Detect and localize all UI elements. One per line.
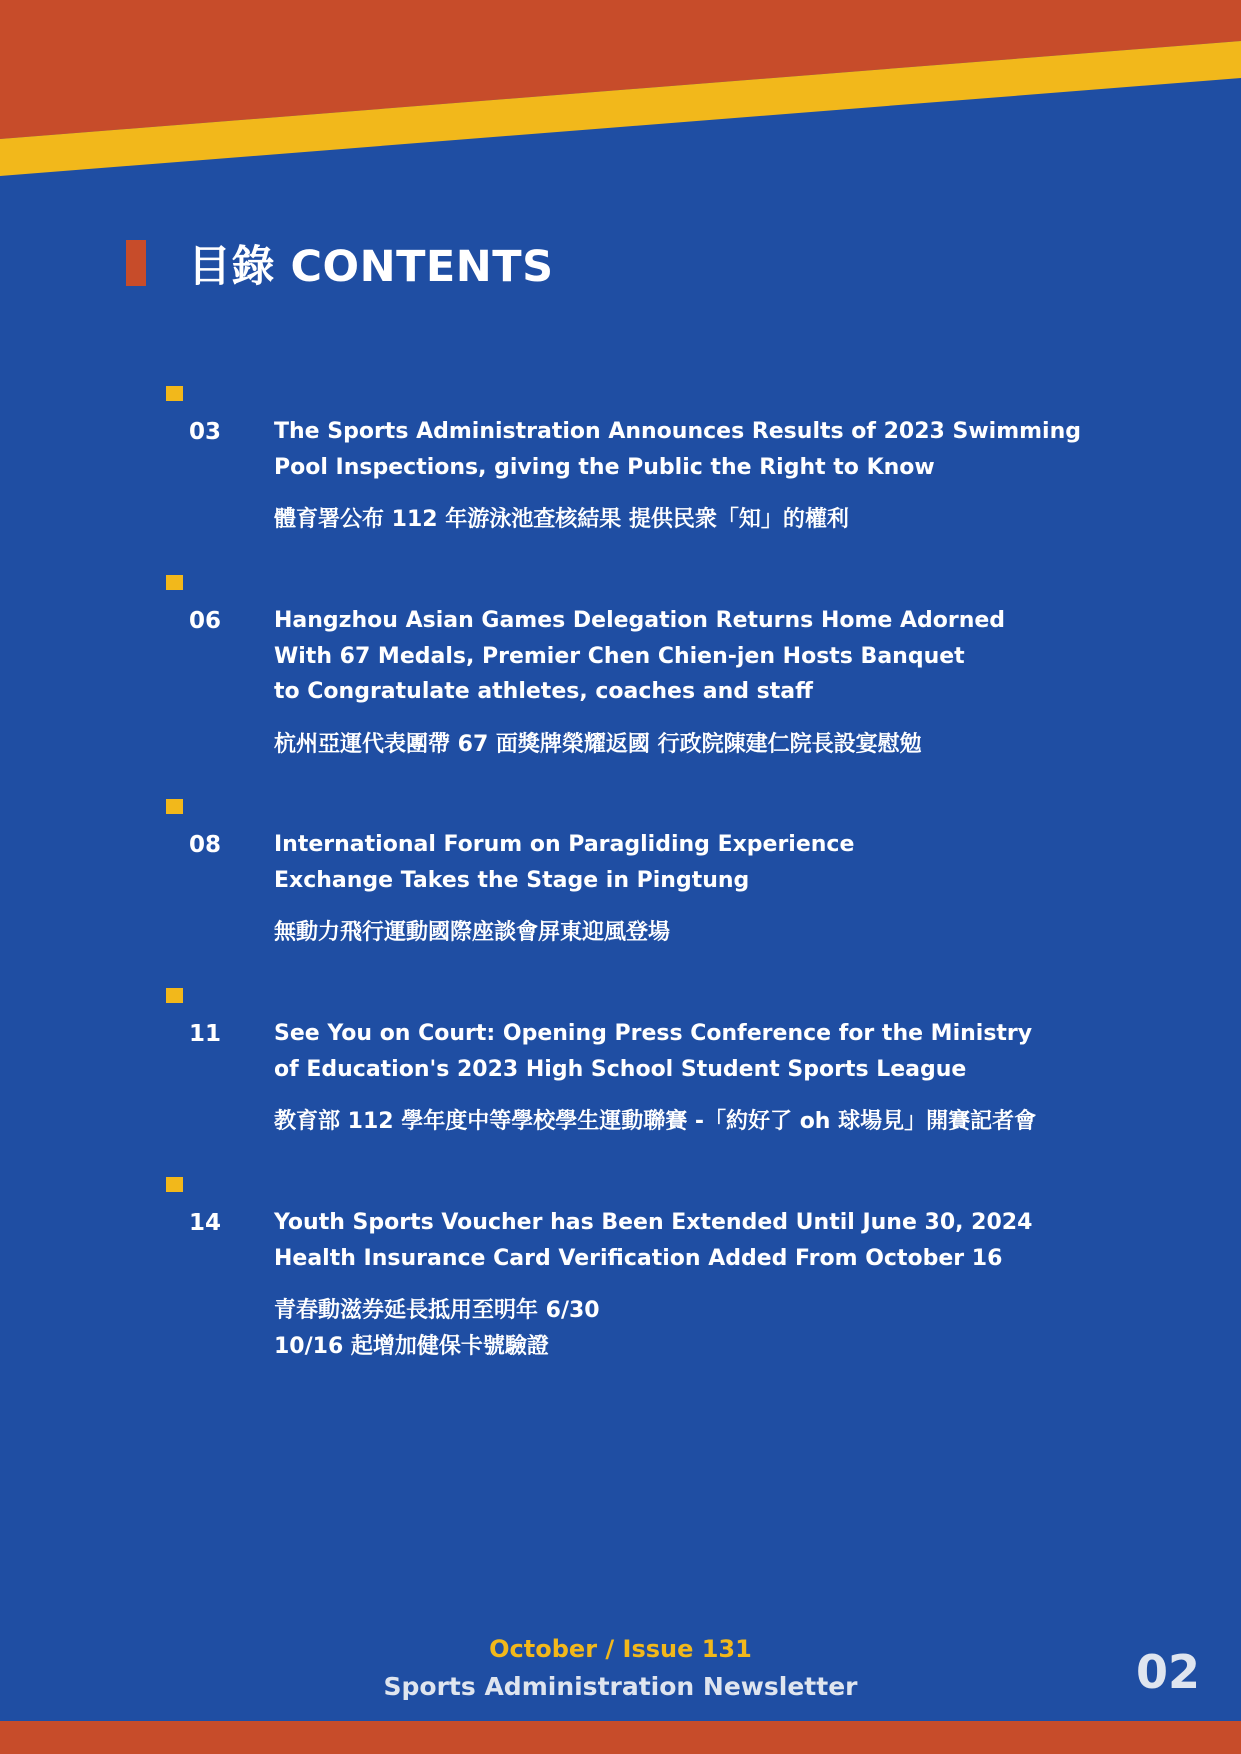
toc-title-zh-line: 體育署公布 112 年游泳池查核結果 提供民衆「知」的權利 xyxy=(274,507,849,532)
toc-entry-text xyxy=(274,1016,1194,1140)
toc-page-number: 14 xyxy=(189,1210,222,1236)
page-title: 目錄 CONTENTS xyxy=(188,241,554,292)
bullet-square xyxy=(166,988,183,1003)
page-number: 02 xyxy=(1135,1645,1200,1699)
issue-label: October / Issue 131 xyxy=(489,1635,752,1663)
heading-marker xyxy=(126,240,146,286)
toc-title-zh xyxy=(274,502,1194,538)
toc-title-en: With 67 Medals, Premier Chen Chien-jen Hosts Banquet xyxy=(274,643,965,669)
toc-title-zh xyxy=(274,1293,1194,1365)
toc-title-en: Exchange Takes the Stage in Pingtung xyxy=(274,867,750,893)
contents-heading xyxy=(126,238,554,292)
toc-title-zh xyxy=(274,1104,1194,1140)
toc-page-number: 03 xyxy=(189,419,222,445)
toc-title-zh xyxy=(274,915,1194,951)
footer-bar xyxy=(0,1721,1241,1754)
toc-entry-text xyxy=(274,1205,1194,1365)
toc-title-zh xyxy=(274,727,1194,763)
toc-title-en: See You on Court: Opening Press Conference for the Ministry xyxy=(274,1021,1033,1046)
toc-title-zh-line: 10/16 起增加健保卡號驗證 xyxy=(274,1334,549,1359)
toc-title-zh-line: 青春動滋券延長抵用至明年 6/30 xyxy=(274,1298,600,1323)
toc-page-number: 08 xyxy=(189,832,222,858)
toc-title-en: The Sports Administration Announces Results of 2023 Swimming xyxy=(274,419,1081,444)
toc-page-number: 06 xyxy=(189,608,222,634)
toc-title-en: Pool Inspections, giving the Public the Right to Know xyxy=(274,454,935,480)
toc-title-zh-line: 無動力飛行運動國際座談會屏東迎風登場 xyxy=(274,920,671,945)
bullet-square xyxy=(166,575,183,590)
toc-title-en: of Education's 2023 High School Student Sports League xyxy=(274,1056,967,1082)
toc-entry-text xyxy=(274,414,1194,538)
toc-title-zh-line: 教育部 112 學年度中等學校學生運動聯賽 -「約好了 oh 球場見」開賽記者會 xyxy=(274,1109,1037,1134)
toc-title-zh-line: 杭州亞運代表團帶 67 面獎牌榮耀返國 行政院陳建仁院長設宴慰勉 xyxy=(274,731,922,757)
bullet-square xyxy=(166,1177,183,1192)
newsletter-name: Sports Administration Newsletter xyxy=(383,1672,858,1701)
toc-title-en: International Forum on Paragliding Experience xyxy=(274,832,855,857)
toc-entry-text xyxy=(274,827,1194,951)
toc-title-en: Youth Sports Voucher has Been Extended Until June 30, 2024 xyxy=(274,1210,1033,1235)
toc-title-en: to Congratulate athletes, coaches and staff xyxy=(274,679,813,704)
toc-title-en: Health Insurance Card Verification Added From October 16 xyxy=(274,1245,1003,1271)
bullet-square xyxy=(166,799,183,814)
header-banner xyxy=(0,0,1241,180)
toc-title-en: Hangzhou Asian Games Delegation Returns Home Adorned xyxy=(274,608,1006,633)
bullet-square xyxy=(166,386,183,401)
toc-page-number: 11 xyxy=(189,1021,222,1047)
toc-entry-text xyxy=(274,603,1194,763)
